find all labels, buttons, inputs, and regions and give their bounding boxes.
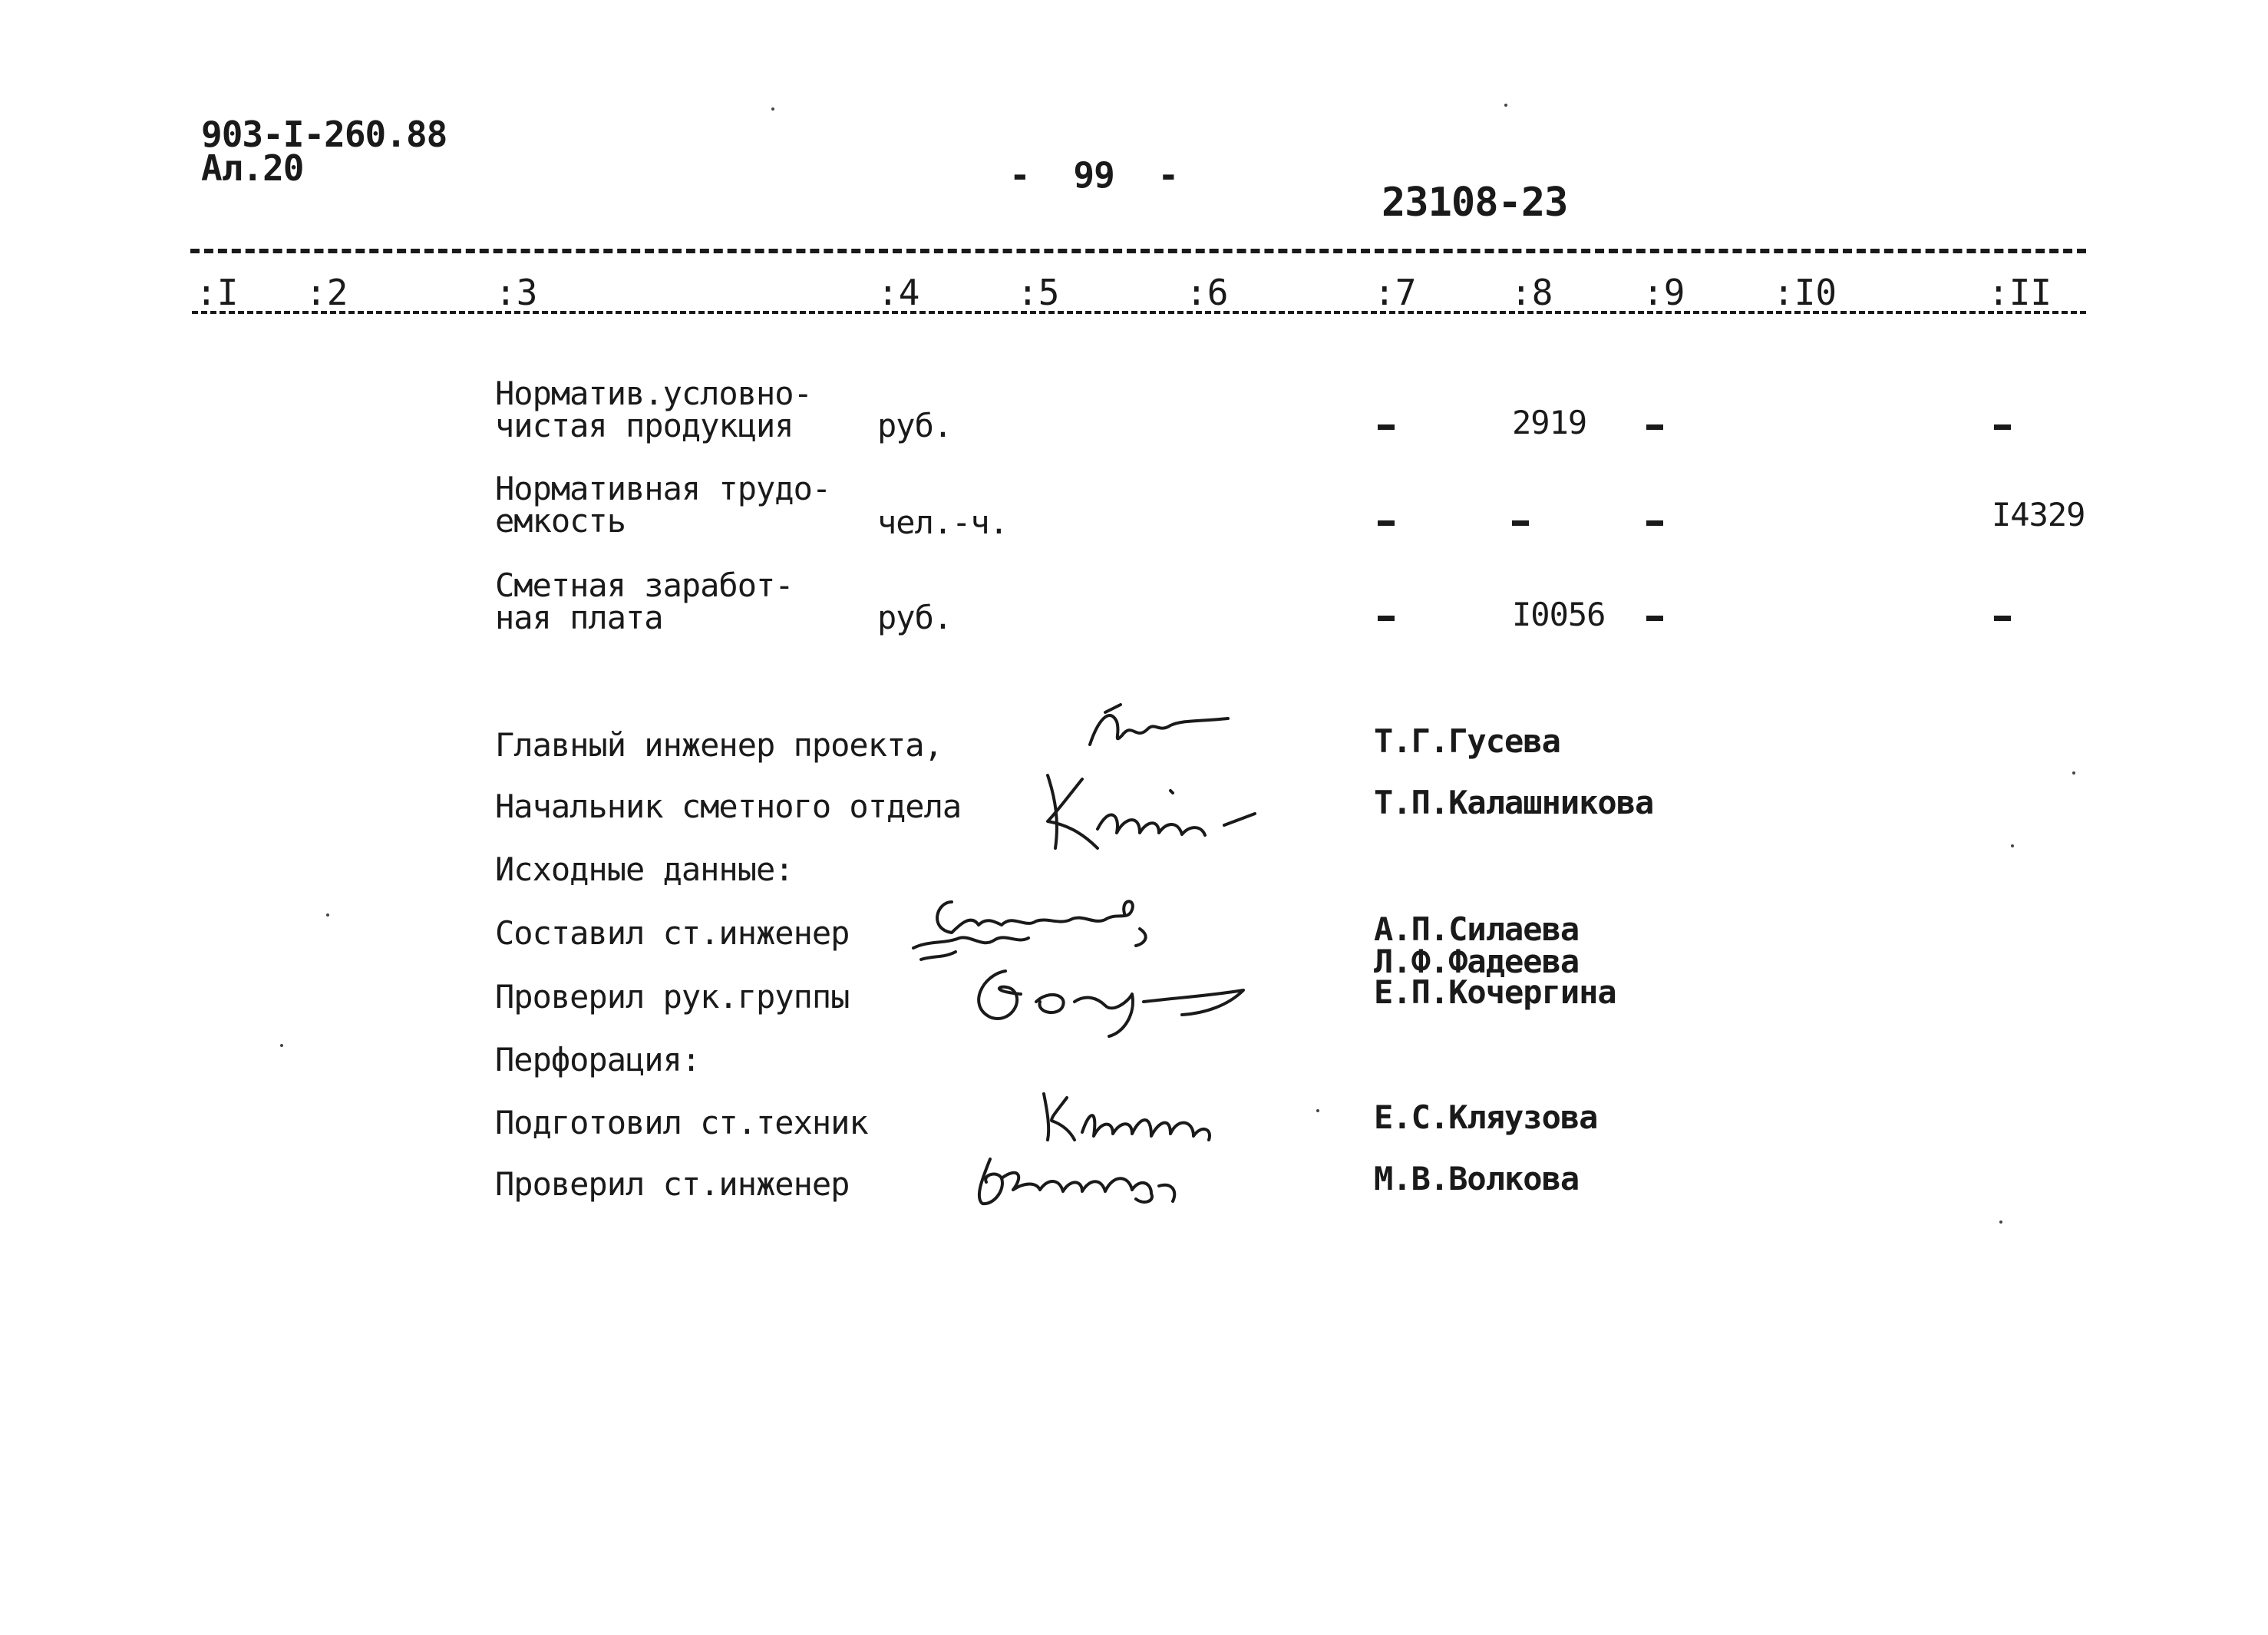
sheet-label: Ал.20 bbox=[201, 147, 304, 189]
row-1-col11-dash bbox=[1994, 424, 2011, 430]
col-header-7: :7 bbox=[1374, 272, 1417, 313]
row-2-name-line2: емкость bbox=[495, 502, 626, 540]
page-number: - 99 - bbox=[1009, 154, 1179, 196]
role-source-data-heading: Исходные данные: bbox=[495, 851, 794, 888]
role-chief-engineer: Главный инженер проекта, bbox=[495, 726, 943, 764]
row-3-name-line1: Сметная заработ- bbox=[495, 566, 794, 604]
scan-speck bbox=[280, 1044, 283, 1047]
signature-guseva bbox=[1075, 699, 1243, 760]
scan-speck bbox=[771, 107, 774, 111]
scan-speck bbox=[1316, 1109, 1319, 1112]
row-1-unit: руб. bbox=[877, 407, 952, 444]
name-fadeeva: Л.Ф.Фадеева bbox=[1374, 943, 1580, 980]
name-guseva: Т.Г.Гусева bbox=[1374, 722, 1560, 760]
signature-kochergina bbox=[952, 960, 1274, 1044]
scan-speck bbox=[2011, 844, 2014, 847]
row-1-col9-dash bbox=[1646, 424, 1663, 430]
stamp-number: 23108-23 bbox=[1382, 180, 1568, 226]
col-header-4: :4 bbox=[877, 272, 920, 313]
row-2-col8-dash bbox=[1512, 520, 1529, 526]
role-prepared-technician: Подготовил ст.техник bbox=[495, 1104, 868, 1141]
row-2-col7-dash bbox=[1378, 520, 1395, 526]
name-volkova: М.В.Волкова bbox=[1374, 1160, 1580, 1197]
scan-speck bbox=[1504, 104, 1507, 107]
col-header-11: :II bbox=[1988, 272, 2052, 313]
role-perforation-heading: Перфорация: bbox=[495, 1041, 701, 1078]
row-3-unit: руб. bbox=[877, 599, 952, 636]
row-3-name-line2: ная плата bbox=[495, 599, 663, 636]
col-header-3: :3 bbox=[495, 272, 538, 313]
row-1-col7-dash bbox=[1378, 424, 1395, 430]
col-header-2: :2 bbox=[305, 272, 348, 313]
scan-speck bbox=[2072, 771, 2075, 775]
role-head-estimates: Начальник сметного отдела bbox=[495, 788, 962, 825]
name-kochergina: Е.П.Кочергина bbox=[1374, 973, 1616, 1011]
role-compiled-by: Составил ст.инженер bbox=[495, 914, 850, 952]
row-2-name-line1: Нормативная трудо- bbox=[495, 470, 831, 507]
scan-speck bbox=[1999, 1220, 2002, 1224]
col-header-1: :I bbox=[196, 272, 239, 313]
row-2-col11: I4329 bbox=[1992, 496, 2085, 533]
top-rule bbox=[190, 249, 2086, 253]
role-checked-engineer: Проверил ст.инженер bbox=[495, 1165, 850, 1203]
row-1-col8: 2919 bbox=[1512, 404, 1587, 441]
col-header-6: :6 bbox=[1186, 272, 1229, 313]
row-2-col9-dash bbox=[1646, 520, 1663, 526]
col-header-10: :I0 bbox=[1773, 272, 1837, 313]
col-header-5: :5 bbox=[1017, 272, 1060, 313]
name-silaeva: А.П.Силаева bbox=[1374, 910, 1580, 948]
role-checked-group-head: Проверил рук.группы bbox=[495, 978, 850, 1016]
col-header-8: :8 bbox=[1510, 272, 1553, 313]
row-3-col7-dash bbox=[1378, 616, 1395, 621]
row-1-name-line1: Норматив.условно- bbox=[495, 375, 812, 412]
row-1-name-line2: чистая продукция bbox=[495, 407, 794, 444]
row-3-col9-dash bbox=[1646, 616, 1663, 621]
row-3-col8: I0056 bbox=[1512, 596, 1606, 633]
scan-speck bbox=[326, 913, 329, 917]
signature-volkova bbox=[959, 1144, 1205, 1213]
signature-kalashnikova bbox=[1025, 760, 1270, 860]
document-code: 903-I-260.88 bbox=[201, 114, 447, 155]
name-klyauzova: Е.С.Кляузова bbox=[1374, 1098, 1598, 1136]
col-header-9: :9 bbox=[1642, 272, 1685, 313]
row-3-col11-dash bbox=[1994, 616, 2011, 621]
row-2-unit: чел.-ч. bbox=[877, 504, 1009, 541]
name-kalashnikova: Т.П.Калашникова bbox=[1374, 784, 1654, 821]
